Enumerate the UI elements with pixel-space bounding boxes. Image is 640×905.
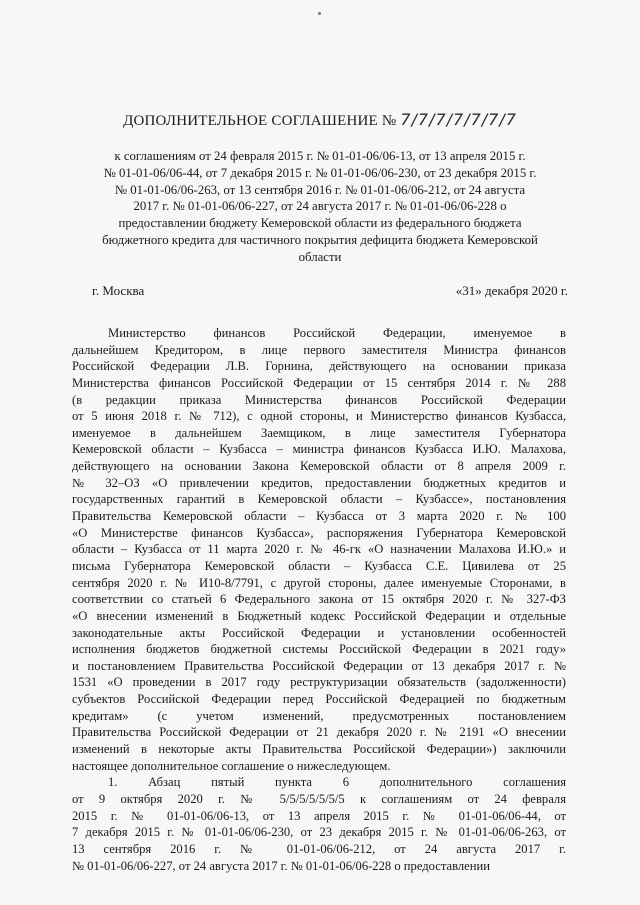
- body-line: «О Министерстве финансов Кузбасса», распоряжения Губернатора Кемеровской: [72, 525, 566, 540]
- body-line: действующего на основании Закона Кемеровской области от 8 апреля 2009 г.: [72, 459, 566, 474]
- body-line: (в редакции приказа Министерства финансов Российской Федерации: [72, 392, 566, 407]
- body-line: от 9 октября 2020 г. № 5/5/5/5/5/5/5 к соглашениям от 24 февраля: [72, 791, 566, 806]
- body-line: 7 декабря 2015 г. № 01-01-06/06-230, от 23 декабря 2015 г. № 01-01-06/06-263, от: [72, 825, 566, 840]
- body-line: соответствии со статьей 6 Федерального закона от 15 октября 2020 г. № 327-ФЗ: [72, 592, 566, 607]
- body-line: 13 сентября 2016 г. № 01-01-06/06-212, от 24 августа 2017 г.: [72, 841, 566, 856]
- document-subject: [40, 148, 600, 266]
- signing-date: «31» декабря 2020 г.: [455, 283, 568, 298]
- body-line: именуемое в дальнейшем Заемщиком, в лице заместителя Губернатора: [72, 425, 566, 440]
- handwritten-number: 7/7/7/7/7/7/7: [400, 110, 517, 129]
- body-line: субъектов Российской Федерации перед Российской Федерацией по бюджетным: [72, 692, 566, 707]
- body-line: дальнейшем Кредитором, в лице первого заместителя Министра финансов: [72, 342, 566, 357]
- body-line: Кемеровской области – Кузбасса – министра финансов Кузбасса И.Ю. Малахова,: [72, 442, 566, 457]
- subject-line: № 01-01-06/06-263, от 13 сентября 2016 г. № 01-01-06/06-212, от 24 августа: [114, 182, 526, 197]
- body-line: 1531 «О проведении в 2017 году реструктуризации обязательств (задолженности): [72, 675, 566, 690]
- signing-place: г. Москва: [92, 283, 145, 298]
- body-line: исполнения бюджетов бюджетной системы Российской Федерации в 2021 году»: [72, 642, 566, 657]
- body-line: «О внесении изменений в Бюджетный кодекс Российской Федерации и отдельные: [72, 608, 566, 623]
- body-line: области – Кузбасса от 11 марта 2020 г. № 46-гк «О назначении Малахова И.Ю.» и: [72, 542, 566, 557]
- subject-line: 2017 г. № 01-01-06/06-227, от 24 августа 2017 г. № 01-01-06/06-228 о: [133, 199, 507, 214]
- subject-line: к соглашениям от 24 февраля 2015 г. № 01-01-06/06-13, от 13 апреля 2015 г.: [114, 149, 526, 163]
- body-line: сентября 2020 г. № И10-8/7791, с другой стороны, далее именуемые Сторонами, в: [72, 575, 566, 590]
- subject-line: предоставлении бюджету Кемеровской области из федерального бюджета: [118, 216, 522, 231]
- body-line: Правительства Российской Федерации от 21 декабря 2020 г. № 2191 «О внесении: [72, 725, 566, 740]
- document-title: [0, 110, 640, 130]
- title-text: ДОПОЛНИТЕЛЬНОЕ СОГЛАШЕНИЕ №: [123, 113, 397, 129]
- body-line: № 32–ОЗ «О привлечении кредитов, предоставлении бюджетных кредитов и: [72, 475, 566, 490]
- body-line: настоящее дополнительное соглашение о нижеследующем.: [72, 758, 391, 773]
- subject-line: бюджетного кредита для частичного покрытия дефицита бюджета Кемеровской: [102, 232, 538, 247]
- body-line: государственных гарантий в Кемеровской области – Кузбассе», постановления: [72, 492, 566, 507]
- body-line: кредитам» (с учетом изменений, предусмотренных постановлением: [72, 708, 566, 723]
- body-line: и постановлением Правительства Российской Федерации от 13 декабря 2017 г. №: [72, 658, 566, 673]
- body-line: законодательные акты Российской Федерации и установлении особенностей: [72, 625, 566, 640]
- body-line: Министерства финансов Российской Федерации от 15 сентября 2014 г. № 288: [72, 375, 566, 390]
- body-line: 1. Абзац пятый пункта 6 дополнительного соглашения: [108, 775, 566, 790]
- body-line: письма Губернатора Кемеровской области – Кузбасса С.Е. Цивилева от 25: [72, 558, 566, 573]
- body-line: Министерство финансов Российской Федерации, именуемое в: [108, 326, 566, 340]
- subject-line: № 01-01-06/06-44, от 7 декабря 2015 г. № 01-01-06/06-230, от 23 декабря 2015 г.: [103, 165, 537, 180]
- body-line: № 01-01-06/06-227, от 24 августа 2017 г. № 01-01-06/06-228 о предоставлении: [72, 858, 490, 873]
- body-line: от 5 июня 2018 г. № 712), с одной стороны, и Министерство финансов Кузбасса,: [72, 409, 566, 424]
- body-line: Правительства Кемеровской области – Кузбасса от 3 марта 2020 г. № 100: [72, 509, 566, 524]
- document-body: [72, 325, 566, 874]
- body-line: Российской Федерации Л.В. Горнина, действующего на основании приказа: [72, 359, 566, 374]
- body-line: изменений в некоторые акты Правительства Российской Федерации») заключили: [72, 742, 566, 757]
- scan-speck: [318, 12, 321, 15]
- subject-line: области: [298, 249, 342, 264]
- body-line: 2015 г. № 01-01-06/06-13, от 13 апреля 2015 г. № 01-01-06/06-44, от: [72, 808, 566, 823]
